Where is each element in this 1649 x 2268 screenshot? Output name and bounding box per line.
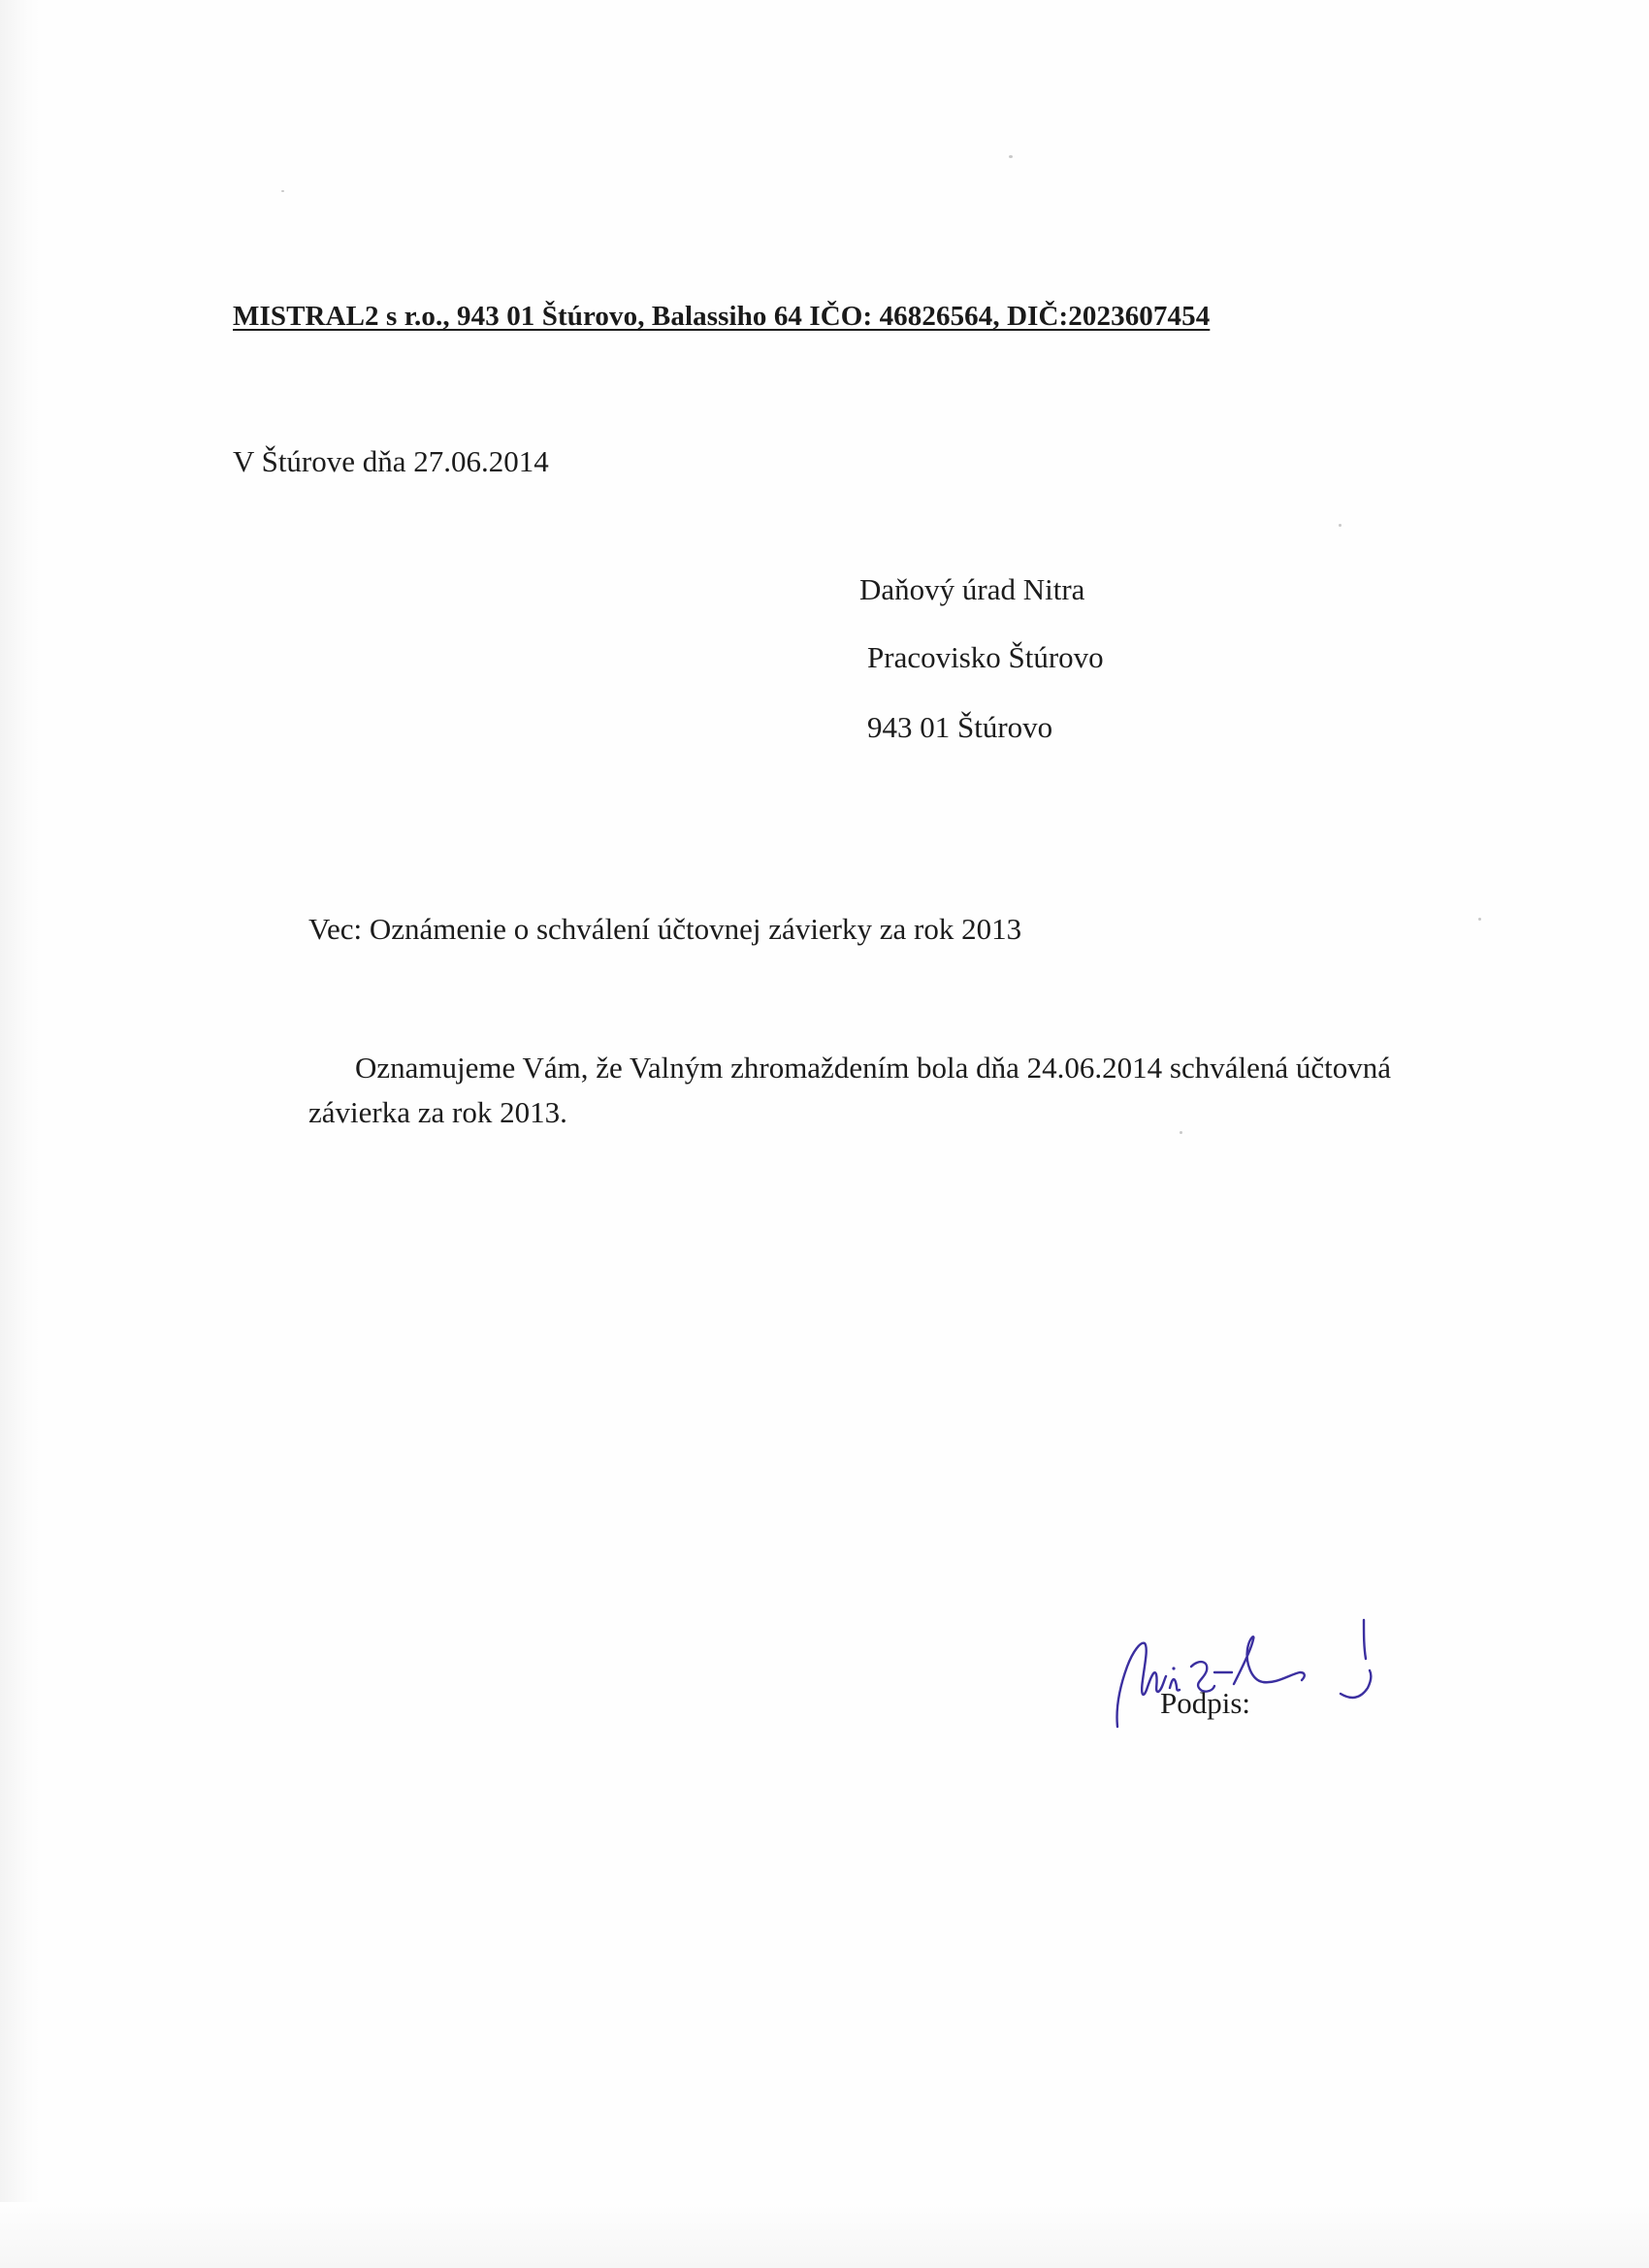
addressee-line-city: 943 01 Štúrovo (867, 710, 1053, 744)
addressee-line-branch: Pracovisko Štúrovo (867, 640, 1104, 674)
subject-line: Vec: Oznámenie o schválení účtovnej závierky za rok 2013 (308, 912, 1022, 946)
company-header: MISTRAL2 s r.o., 943 01 Štúrovo, Balassiho 64 IČO: 46826564, DIČ:2023607454 (233, 301, 1211, 332)
scan-left-edge (0, 0, 41, 2268)
scan-speck (1009, 155, 1013, 158)
signature-label: Podpis: (1160, 1686, 1251, 1720)
scan-bottom-edge (0, 2202, 1649, 2268)
scan-speck (281, 190, 284, 192)
addressee-line-office: Daňový úrad Nitra (859, 572, 1085, 606)
scan-speck (1478, 918, 1481, 921)
body-paragraph: Oznamujeme Vám, že Valným zhromaždením bola dňa 24.06.2014 schválená účtovná závierka za rok 2013. (308, 1051, 1392, 1129)
letter-body (308, 1046, 1405, 1135)
place-and-date: V Štúrove dňa 27.06.2014 (233, 444, 549, 478)
scan-speck (1339, 524, 1342, 527)
